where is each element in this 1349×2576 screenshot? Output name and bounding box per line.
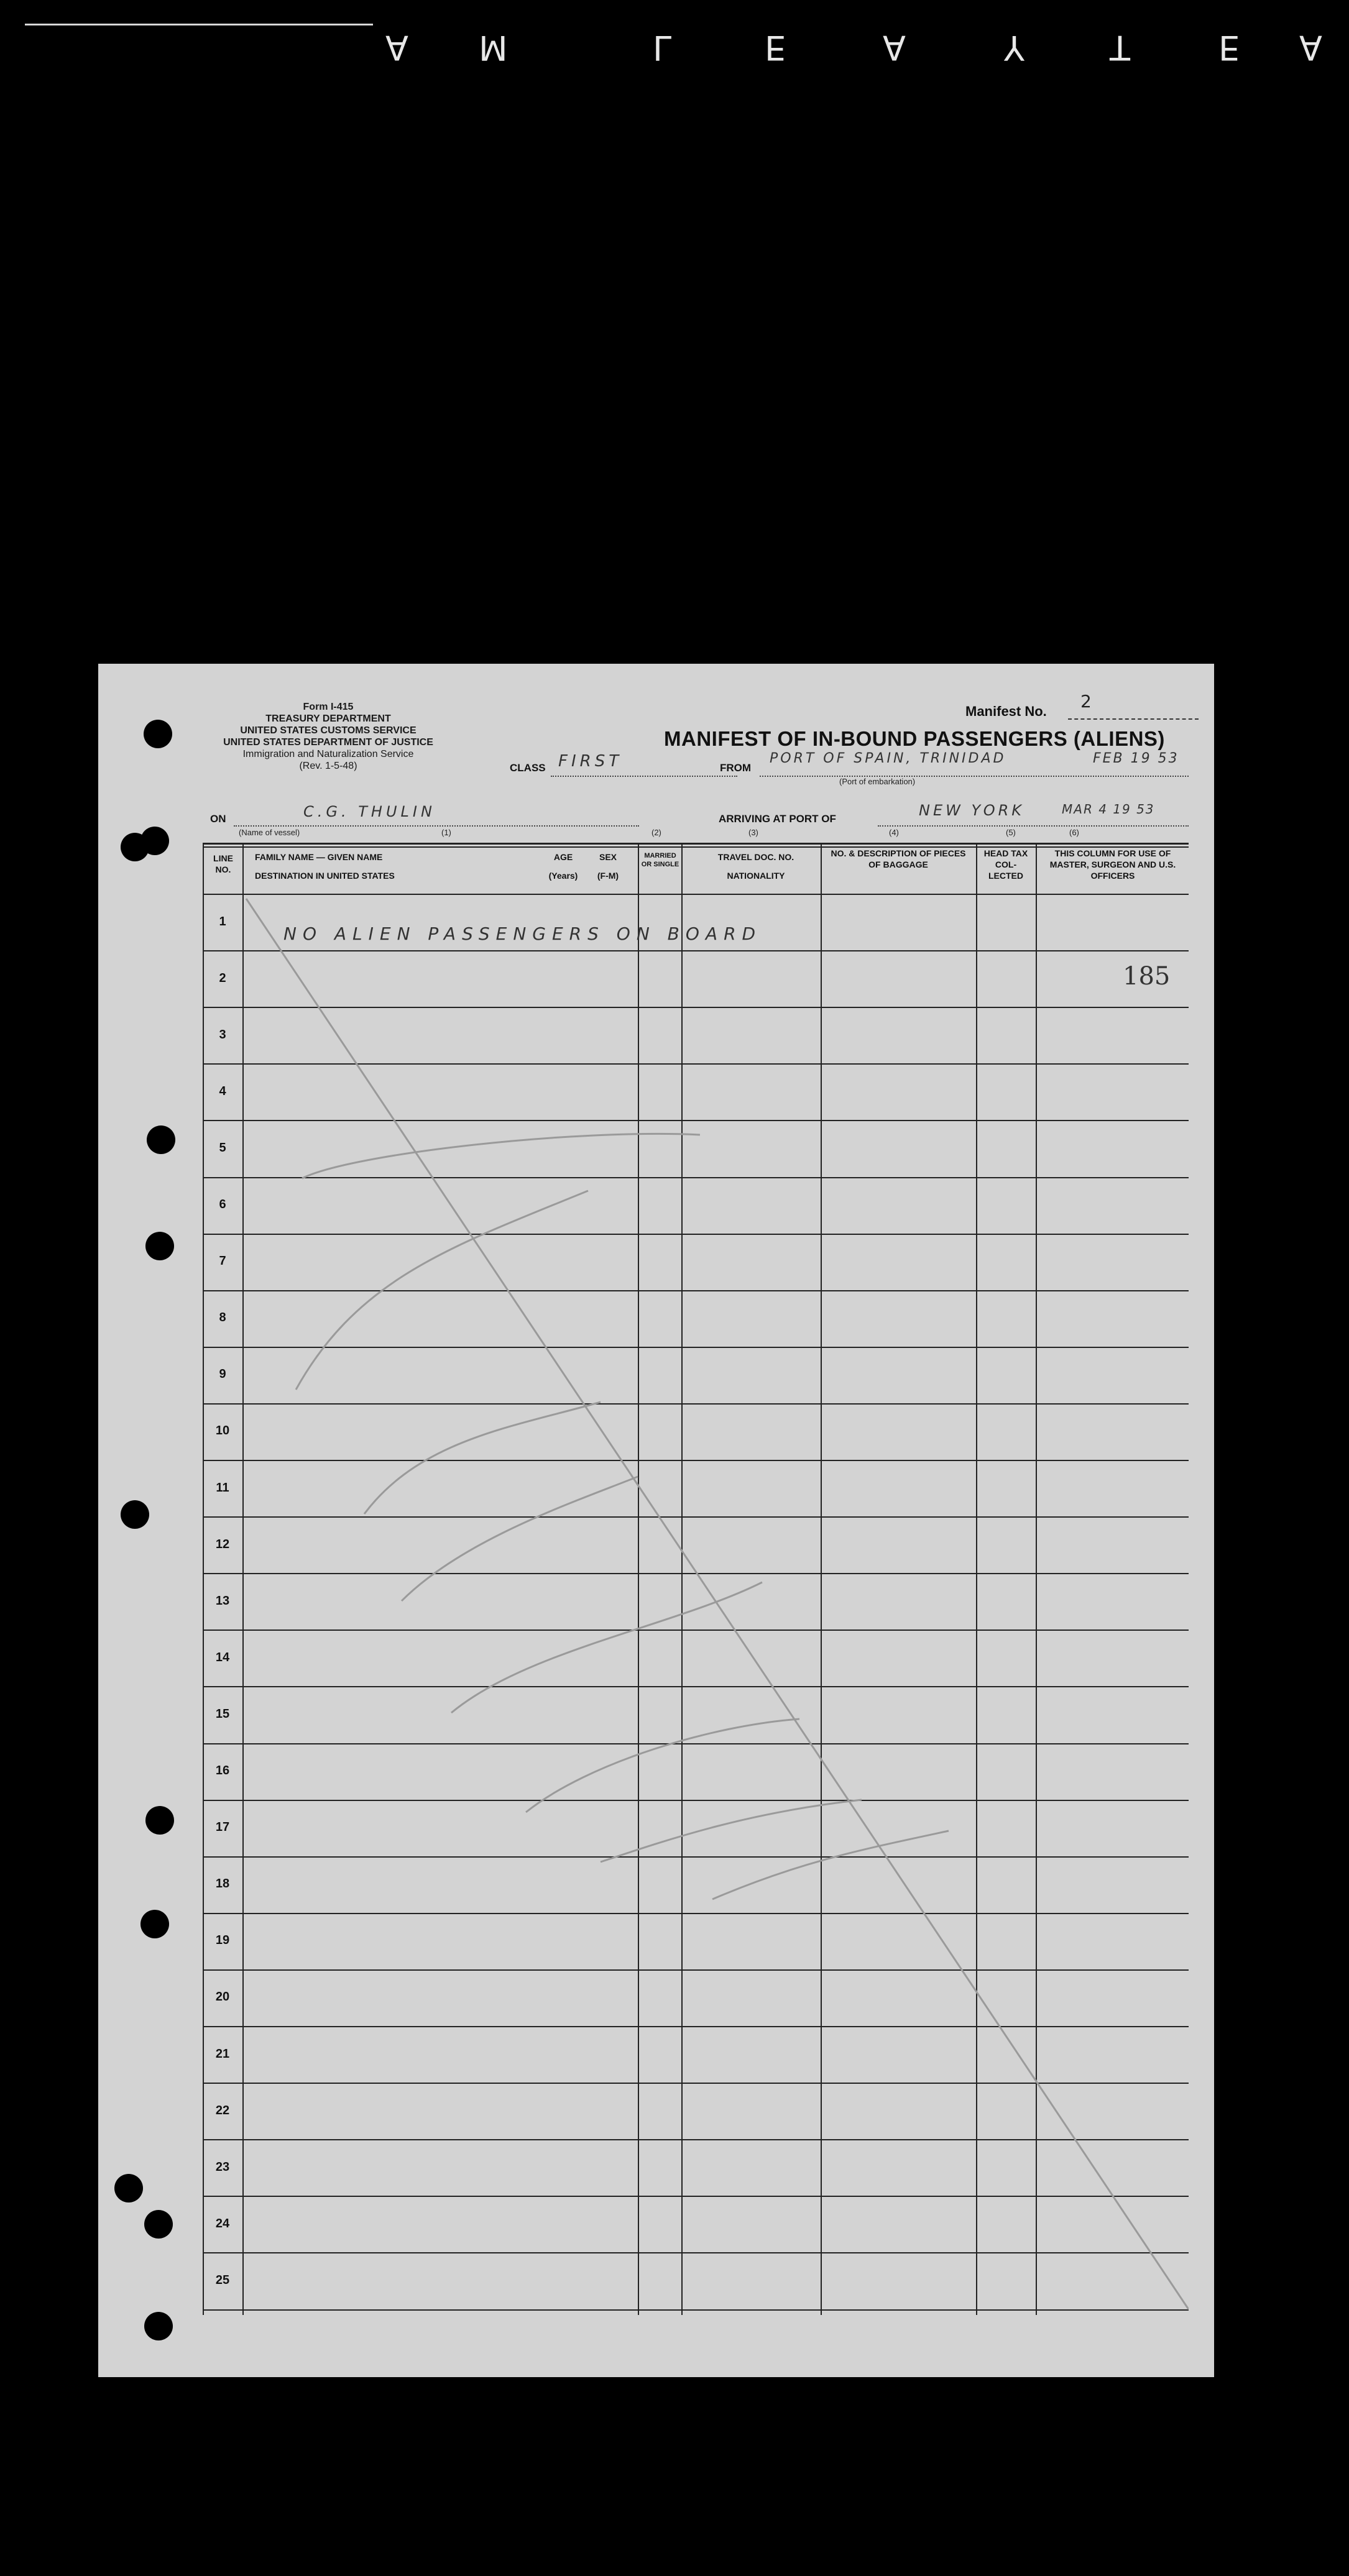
treasury-dept: TREASURY DEPARTMENT bbox=[265, 713, 391, 724]
scribble-stroke bbox=[601, 1800, 862, 1862]
row-number: 23 bbox=[215, 2160, 230, 2174]
header-age: AGE bbox=[553, 852, 573, 862]
punch-hole bbox=[145, 1806, 174, 1835]
row-number: 16 bbox=[215, 1764, 230, 1778]
punch-hole bbox=[144, 720, 172, 748]
row-number: 24 bbox=[215, 2216, 230, 2230]
punch-hole bbox=[144, 2210, 173, 2239]
header-age-sub: (Years) bbox=[548, 871, 578, 881]
from-label: FROM bbox=[720, 762, 752, 774]
row-number: 2 bbox=[219, 971, 226, 985]
header-head-tax: HEAD TAX COL- LECTED bbox=[983, 848, 1028, 881]
arriving-port: NEW YORK bbox=[919, 802, 1025, 819]
film-rule bbox=[25, 24, 373, 25]
vessel-underline bbox=[234, 824, 639, 827]
row-number: 9 bbox=[219, 1367, 226, 1382]
film-letter: E bbox=[1218, 28, 1244, 67]
col-num-4: (4) bbox=[889, 828, 899, 837]
row-number: 11 bbox=[216, 1480, 229, 1495]
film-letter: A bbox=[1299, 28, 1326, 67]
arriving-underline bbox=[878, 824, 1189, 827]
row-number: 17 bbox=[215, 1820, 230, 1835]
passenger-table bbox=[203, 843, 1189, 2315]
manifest-sheet bbox=[98, 664, 1214, 2377]
row-number: 20 bbox=[215, 1990, 230, 2004]
diagonal-strike bbox=[246, 899, 1189, 2309]
row-number: 8 bbox=[219, 1311, 226, 1325]
row-number: 12 bbox=[215, 1537, 230, 1551]
col-num-1: (1) bbox=[441, 828, 451, 837]
scribble-stroke bbox=[402, 1477, 638, 1601]
from-value: PORT OF SPAIN, TRINIDAD bbox=[770, 751, 1006, 766]
row-number: 19 bbox=[215, 1933, 230, 1948]
punch-hole bbox=[147, 1125, 175, 1154]
col-num-2: (2) bbox=[651, 828, 661, 837]
scribble-stroke bbox=[712, 1831, 949, 1899]
film-letter: E bbox=[765, 28, 790, 67]
row-number: 15 bbox=[215, 1707, 230, 1721]
header-line-no: LINE NO. bbox=[213, 853, 233, 874]
film-letter: Y bbox=[1004, 28, 1028, 67]
row-number: 5 bbox=[219, 1140, 226, 1155]
customs-service: UNITED STATES CUSTOMS SERVICE bbox=[240, 725, 417, 736]
class-label: CLASS bbox=[510, 762, 546, 774]
header-nationality: NATIONALITY bbox=[727, 871, 785, 881]
punch-hole bbox=[140, 1910, 169, 1938]
header-sex-sub: (F-M) bbox=[597, 871, 619, 881]
header-baggage: NO. & DESCRIPTION OF PIECES OF BAGGAGE bbox=[831, 848, 966, 869]
scribble-stroke bbox=[451, 1582, 762, 1713]
row-number: 14 bbox=[215, 1650, 230, 1664]
from-underline bbox=[760, 774, 1189, 777]
vessel-name: C.G. THULIN bbox=[303, 803, 436, 820]
punch-hole bbox=[144, 2312, 173, 2340]
scribble-stroke bbox=[296, 1191, 588, 1390]
col-num-5: (5) bbox=[1006, 828, 1016, 837]
arriving-date: MAR 4 19 53 bbox=[1062, 802, 1155, 817]
page-title: MANIFEST OF IN-BOUND PASSENGERS (ALIENS) bbox=[664, 727, 1165, 750]
punch-hole bbox=[140, 827, 169, 855]
revision-label: (Rev. 1-5-48) bbox=[299, 761, 357, 771]
justice-dept: UNITED STATES DEPARTMENT OF JUSTICE bbox=[223, 737, 433, 748]
stamp-number: 185 bbox=[1123, 962, 1171, 991]
punch-hole bbox=[114, 2174, 143, 2202]
col-num-3: (3) bbox=[748, 828, 758, 837]
punch-hole bbox=[145, 1232, 174, 1260]
header-sex: SEX bbox=[599, 852, 617, 862]
header-married: MARRIED OR SINGLE bbox=[641, 852, 679, 868]
header-officers: THIS COLUMN FOR USE OF MASTER, SURGEON AND U.S. OFFICERS bbox=[1049, 848, 1176, 881]
scribble-stroke bbox=[302, 1134, 700, 1178]
form-number: Form I-415 bbox=[303, 702, 354, 712]
row-number: 1 bbox=[219, 914, 226, 928]
class-value: FIRST bbox=[558, 752, 623, 771]
row-number: 3 bbox=[219, 1027, 226, 1042]
from-date: FEB 19 53 bbox=[1093, 751, 1179, 766]
punch-hole bbox=[121, 1500, 149, 1529]
header-destination: DESTINATION IN UNITED STATES bbox=[255, 871, 395, 881]
header-family-name: FAMILY NAME — GIVEN NAME bbox=[255, 852, 383, 862]
row-number: 21 bbox=[215, 2047, 230, 2061]
film-letter: T bbox=[1110, 28, 1134, 67]
film-letter: A bbox=[883, 28, 909, 67]
class-underline bbox=[551, 774, 737, 777]
col-num-6: (6) bbox=[1069, 828, 1079, 837]
row-number: 13 bbox=[215, 1593, 230, 1608]
film-letter: L bbox=[653, 28, 676, 67]
row-number: 6 bbox=[219, 1198, 226, 1212]
arriving-label: ARRIVING AT PORT OF bbox=[719, 813, 836, 825]
header-travel-doc: TRAVEL DOC. NO. bbox=[717, 852, 794, 862]
film-letter: M bbox=[479, 28, 512, 67]
vessel-caption: (Name of vessel) bbox=[239, 828, 300, 837]
scribble-stroke bbox=[364, 1402, 601, 1514]
film-letter: A bbox=[385, 28, 412, 67]
film-edge-markings bbox=[0, 0, 1349, 67]
on-label: ON bbox=[210, 813, 226, 825]
row-number: 10 bbox=[215, 1424, 230, 1438]
row-number: 4 bbox=[219, 1084, 226, 1098]
film-letters bbox=[354, 24, 1349, 67]
agency-header bbox=[173, 701, 484, 772]
row-number: 22 bbox=[215, 2103, 230, 2117]
scribble-stroke bbox=[526, 1719, 799, 1812]
manifest-number-label: Manifest No. bbox=[965, 704, 1047, 719]
row-number: 7 bbox=[219, 1254, 226, 1268]
row-number: 25 bbox=[215, 2273, 230, 2287]
cancellation-scribble bbox=[203, 843, 1189, 2315]
no-alien-entry: NO ALIEN PASSENGERS ON BOARD bbox=[283, 924, 762, 944]
ins-label: Immigration and Naturalization Service bbox=[242, 749, 414, 759]
row-number: 18 bbox=[215, 1877, 230, 1891]
port-embarkation-caption: (Port of embarkation) bbox=[839, 777, 916, 786]
manifest-number-value: 2 bbox=[1068, 691, 1199, 720]
